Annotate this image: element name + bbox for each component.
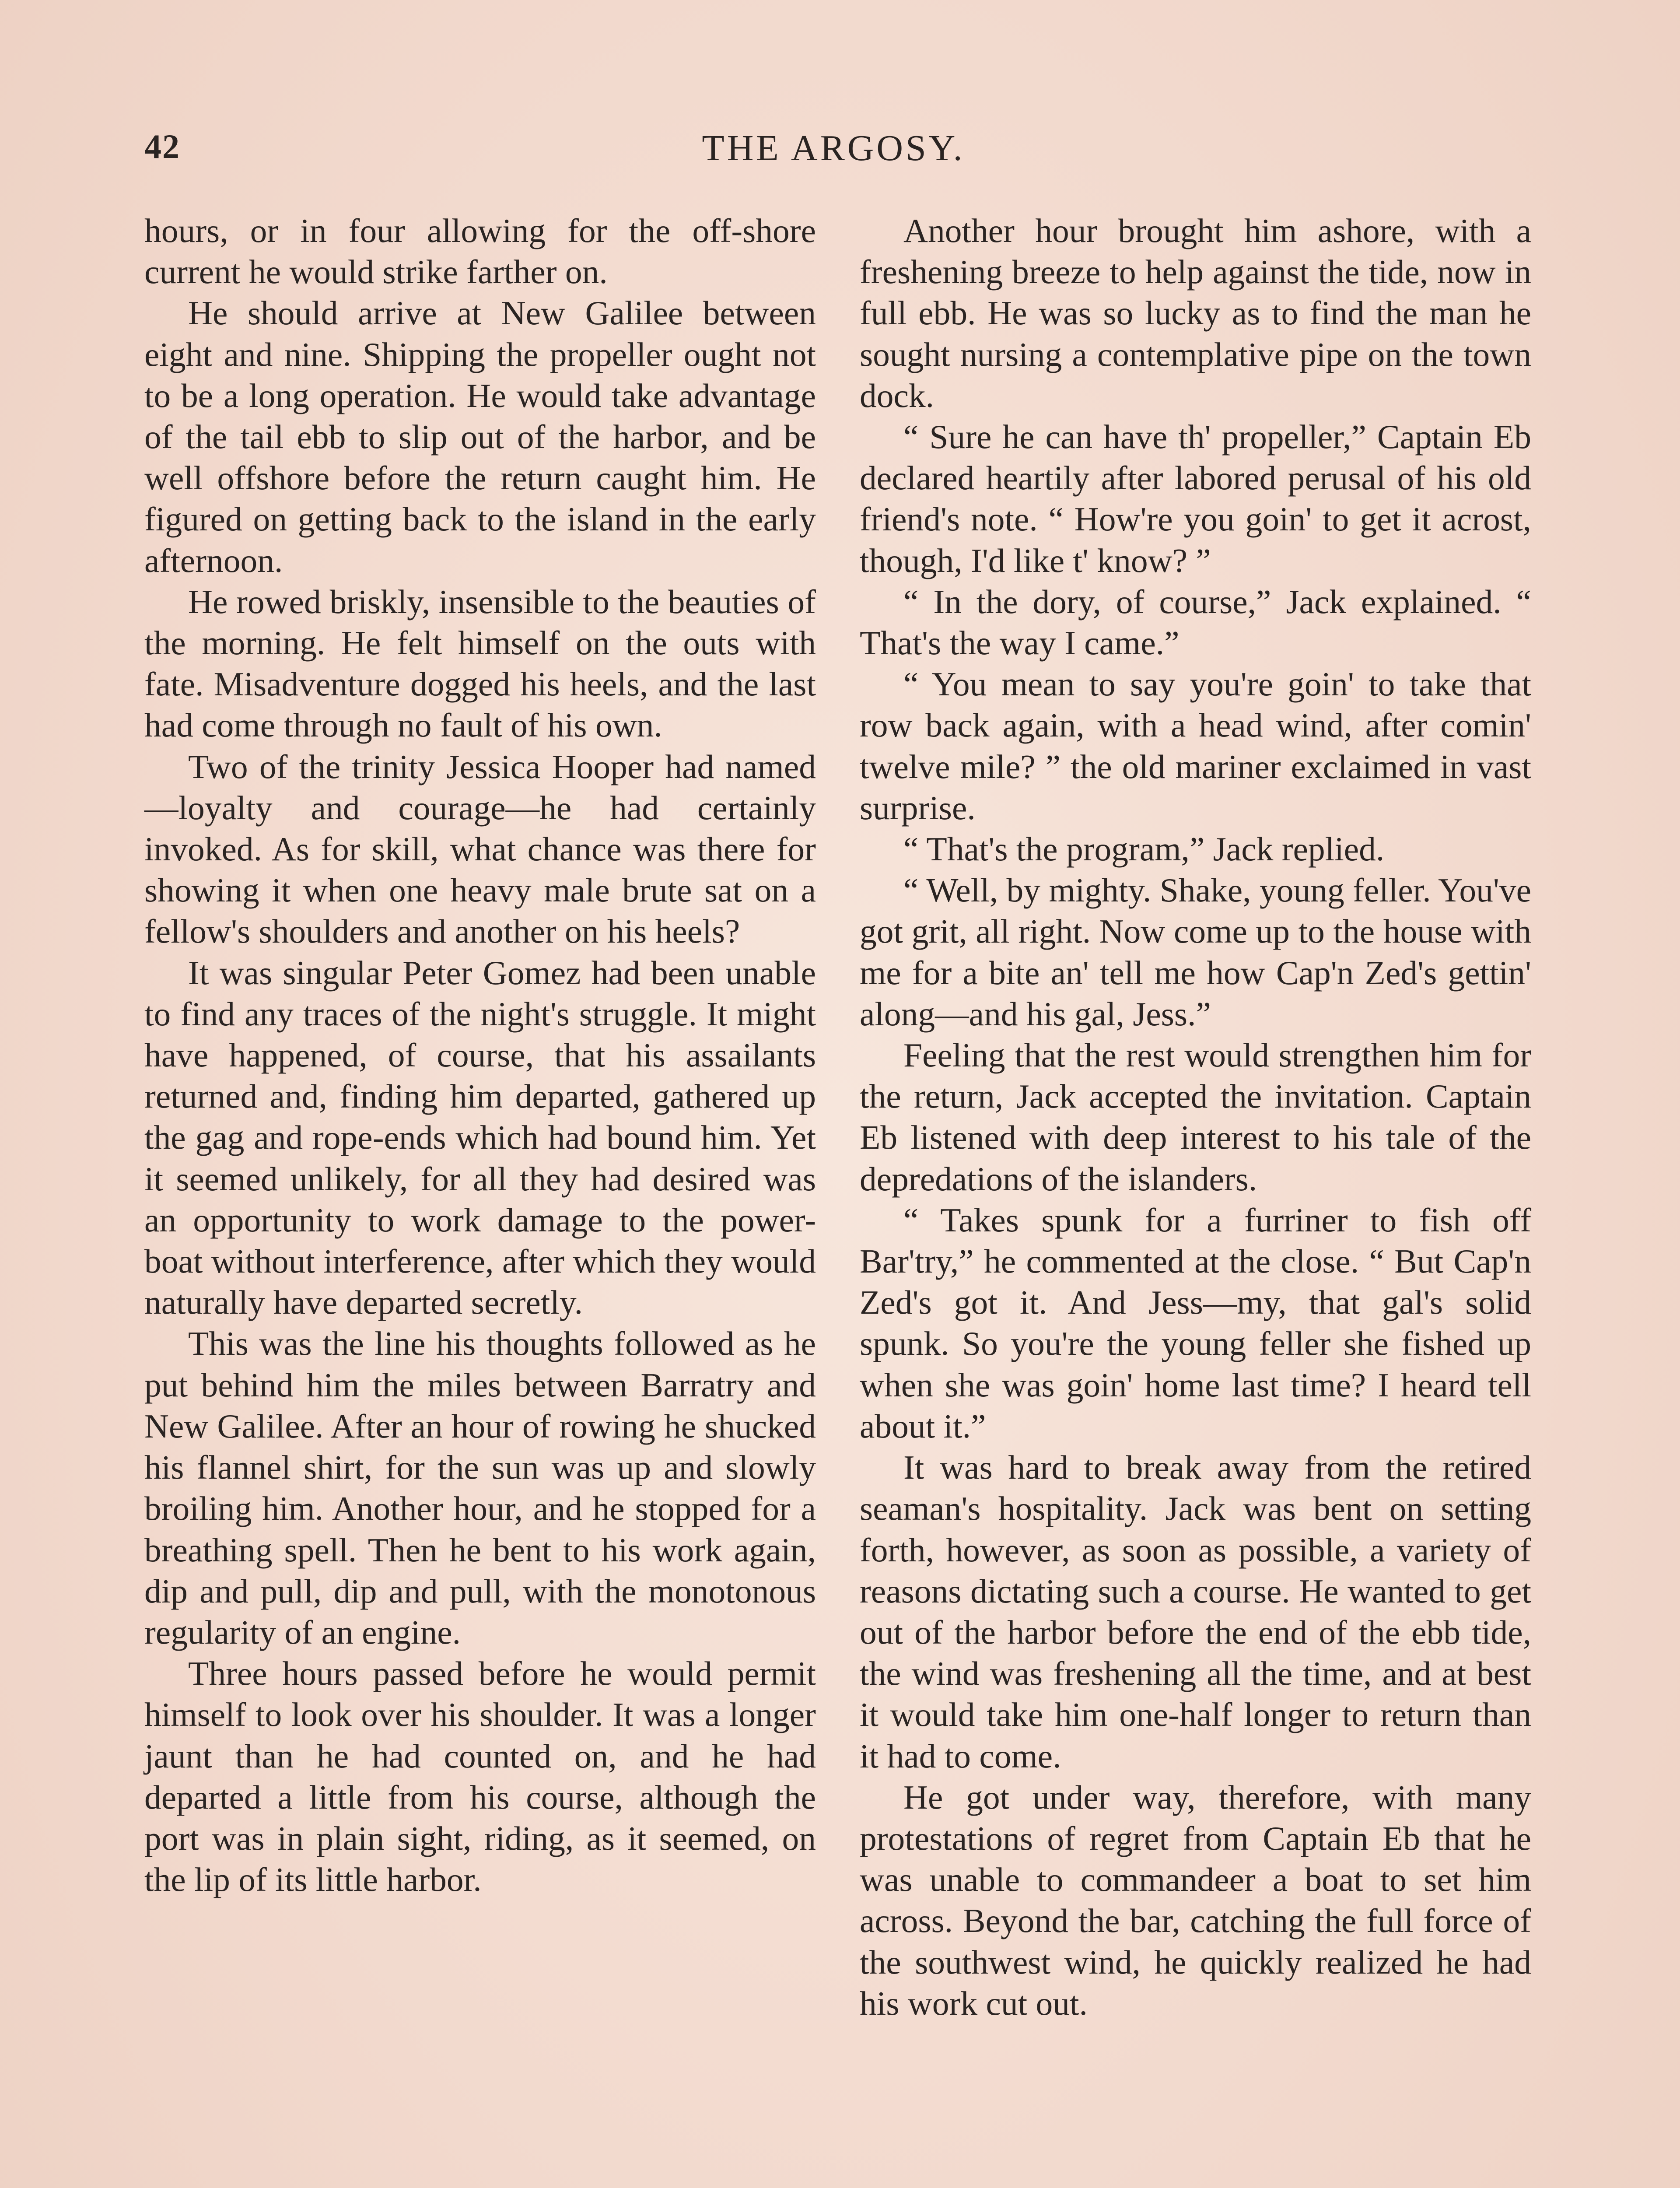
paragraph: Three hours passed before he would permit himself to look over his shoulder. It was a longer jaunt than he had counted on, and he had departed a little from his course, although the port was in plain sight, riding, as it seemed, on the lip of its little harbor. bbox=[144, 1655, 816, 1899]
paragraph: Feeling that the rest would strengthen him for the return, Jack accepted the invitation. Captain Eb listened with deep interest to his tale of the depredations of the islanders. bbox=[860, 1036, 1531, 1198]
paragraph: This was the line his thoughts followed as he put behind him the miles between Barratry and New Galilee. After an hour of rowing he shucked his flannel shirt, for the sun was up and slowly broiling him. Another hour, and he stopped for a breathing spell. Then he bent to his work again, dip and pull, dip and pull, with the monotonous regularity of an engine. bbox=[144, 1325, 816, 1651]
paragraph: He rowed briskly, insensible to the beauties of the morning. He felt himself on the outs with fate. Misadventure dogged his heels, and the last had come through no fault of his own. bbox=[144, 582, 816, 744]
left-column bbox=[144, 210, 816, 1900]
page-header bbox=[144, 127, 1522, 179]
paragraph: It was singular Peter Gomez had been unable to find any traces of the night's struggle. It might have happened, of course, that his assailants returned and, finding him departed, gathered up the gag and rope-ends which had bound him. Yet it seemed unlikely, for all they had desired was an opportunity to work damage to the power-boat without interference, after which they would naturally have departed secretly. bbox=[144, 954, 816, 1322]
paragraph: He should arrive at New Galilee between eight and nine. Shipping the propeller ought not to be a long operation. He would take advantage of the tail ebb to slip out of the harbor, and be well offshore before the return caught him. He figured on getting back to the island in the early afternoon. bbox=[144, 294, 816, 579]
paragraph: Two of the trinity Jessica Hooper had named—loyalty and courage—he had certainly invoked. As for skill, what chance was there for showing it when one heavy male brute sat on a fellow's shoulders and another on his heels? bbox=[144, 747, 816, 950]
paragraph: hours, or in four allowing for the off-shore current he would strike farther on. bbox=[144, 212, 816, 291]
paragraph: “ Takes spunk for a furriner to fish off Bar'try,” he commented at the close. “ But Cap'n Zed's got it. And Jess—my, that gal's solid spunk. So you're the young feller she fished up when she was goin' home last time? I heard tell about it.” bbox=[860, 1201, 1531, 1445]
right-column bbox=[860, 210, 1531, 2024]
page-number: 42 bbox=[144, 127, 180, 165]
paragraph: “ In the dory, of course,” Jack explained. “ That's the way I came.” bbox=[860, 582, 1531, 662]
paragraph: “ You mean to say you're goin' to take that row back again, with a head wind, after comin' twelve mile? ” the old mariner exclaimed in vast surprise. bbox=[860, 665, 1531, 827]
paragraph: “ Well, by mighty. Shake, young feller. You've got grit, all right. Now come up to the house with me for a bite an' tell me how Cap'n Zed's gettin' along—and his gal, Jess.” bbox=[860, 871, 1531, 1033]
running-head: THE ARGOSY. bbox=[702, 128, 965, 168]
paragraph: It was hard to break away from the retired seaman's hospitality. Jack was bent on setting forth, however, as soon as possible, a variety of reasons dictating such a course. He wanted to get out of the harbor before the end of the ebb tide, the wind was freshening all the time, and at best it would take him one-half longer to return than it had to come. bbox=[860, 1448, 1531, 1775]
paragraph: “ That's the program,” Jack replied. bbox=[903, 830, 1385, 868]
paragraph: He got under way, therefore, with many protestations of regret from Captain Eb that he was unable to commandeer a boat to set him across. Beyond the bar, catching the full force of the southwest wind, he quickly realized he had his work cut out. bbox=[860, 1778, 1531, 2022]
paragraph: Another hour brought him ashore, with a freshening breeze to help against the tide, now in full ebb. He was so lucky as to find the man he sought nursing a contemplative pipe on the town dock. bbox=[860, 212, 1531, 414]
paragraph: “ Sure he can have th' propeller,” Captain Eb declared heartily after labored perusal of his old friend's note. “ How're you goin' to get it acrost, though, I'd like t' know? ” bbox=[860, 418, 1531, 579]
